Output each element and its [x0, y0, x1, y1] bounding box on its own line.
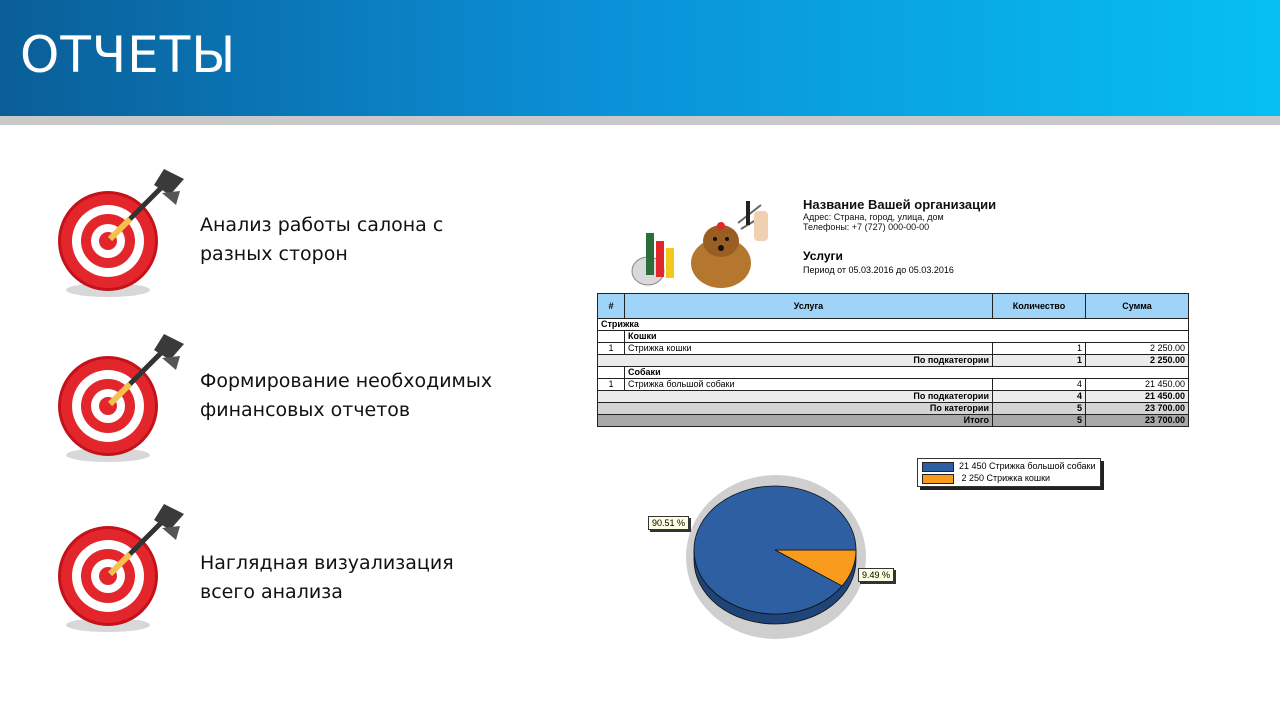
report-table — [597, 293, 1189, 427]
grooming-photo — [626, 193, 776, 293]
data-label: 90.51 % — [648, 516, 689, 530]
target-dart-icon — [50, 500, 190, 640]
org-phones: Телефоны: +7 (727) 000-00-00 — [803, 222, 930, 232]
subcategory-label: Собаки — [625, 367, 1189, 379]
data-label: 9.49 % — [858, 568, 894, 582]
legend-swatch — [922, 474, 954, 484]
target-dart-icon — [50, 330, 190, 470]
col-header-sum: Сумма — [1086, 294, 1189, 319]
subtotal-row: По подкатегории 4 21 450.00 — [598, 391, 1189, 403]
subcategory-row — [598, 331, 1189, 343]
bullet-text: Наглядная визуализация всего анализа — [200, 552, 454, 603]
table-row: 1 Стрижка большой собаки 4 21 450.00 — [598, 379, 1189, 391]
service-cell: Стрижка кошки — [625, 343, 993, 355]
category-label: Стрижка — [598, 319, 1189, 331]
bullet-text: Формирование необходимых финансовых отчетов — [200, 370, 493, 421]
report-period: Период от 05.03.2016 до 05.03.2016 — [803, 265, 954, 275]
subtotal-row: По подкатегории 1 2 250.00 — [598, 355, 1189, 367]
org-info — [803, 197, 996, 232]
org-name: Название Вашей организации — [803, 197, 997, 212]
category-total-row: По категории 5 23 700.00 — [598, 403, 1189, 415]
bullet-text: Анализ работы салона с разных сторон — [200, 214, 444, 265]
bullet-item — [50, 500, 570, 640]
bullet-item — [50, 165, 570, 305]
legend-item: 2 250 Стрижка кошки — [922, 472, 1050, 484]
legend-swatch — [922, 462, 954, 472]
pie-chart — [640, 465, 910, 645]
category-row — [598, 319, 1189, 331]
table-row: 1 Стрижка кошки 1 2 250.00 — [598, 343, 1189, 355]
col-header-num: # — [598, 294, 625, 319]
pie-slice — [694, 486, 856, 614]
legend-item: 21 450 Стрижка большой собаки — [922, 460, 1096, 472]
org-address: Адрес: Страна, город, улица, дом — [803, 212, 944, 222]
col-header-service: Услуга — [625, 294, 993, 319]
target-dart-icon — [50, 165, 190, 305]
slide-title: ОТЧЕТЫ — [20, 26, 237, 84]
chart-legend — [917, 458, 1101, 487]
col-header-qty: Количество — [993, 294, 1086, 319]
grand-total-row: Итого 5 23 700.00 — [598, 415, 1189, 427]
subcategory-label: Кошки — [625, 331, 1189, 343]
subcategory-row — [598, 367, 1189, 379]
header-divider — [0, 116, 1280, 125]
report-title: Услуги — [803, 249, 843, 263]
bullet-item — [50, 330, 570, 470]
service-cell: Стрижка большой собаки — [625, 379, 993, 391]
table-header-row — [598, 294, 1189, 319]
